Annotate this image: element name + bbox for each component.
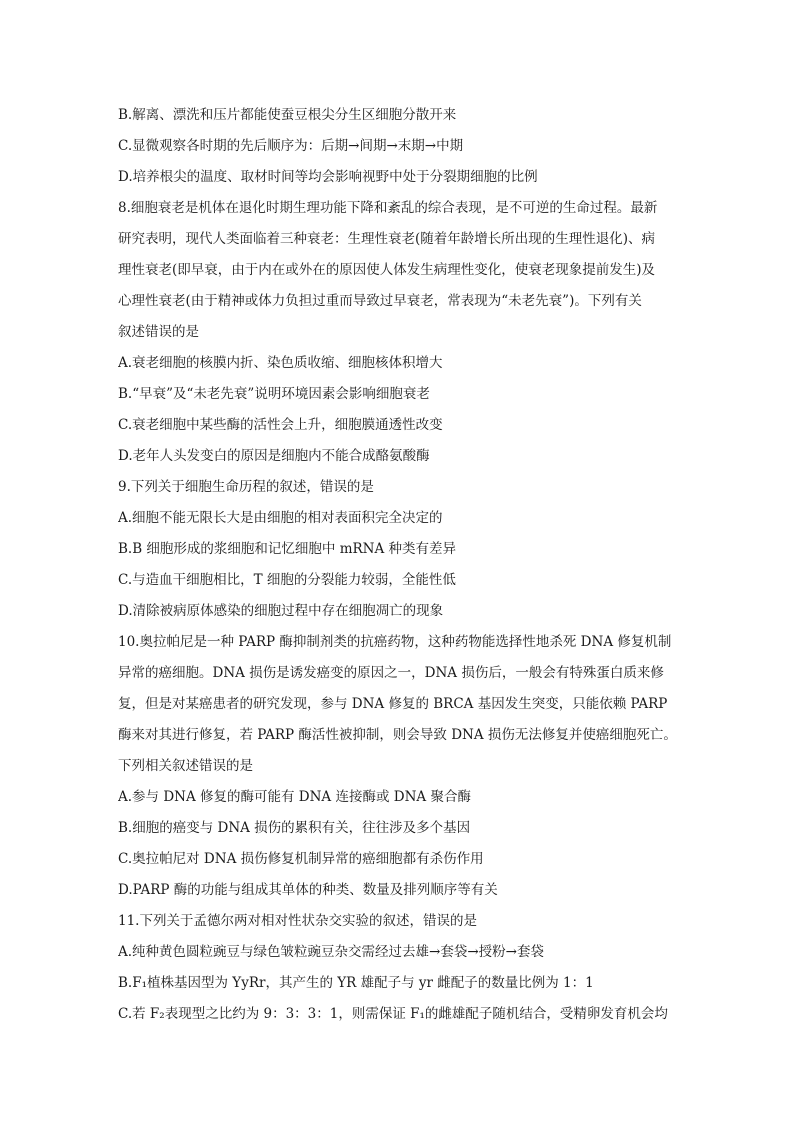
text-line: C.衰老细胞中某些酶的活性会上升，细胞膜通透性改变 bbox=[118, 417, 443, 433]
text-line: 8.细胞衰老是机体在退化时期生理功能下降和紊乱的综合表现，是不可逆的生命过程。最新 bbox=[118, 200, 658, 216]
text-line: B.“早衰”及“未老先衰”说明环境因素会影响细胞衰老 bbox=[118, 386, 430, 402]
text-line: 心理性衰老(由于精神或体力负担过重而导致过早衰老，常表现为“未老先衰”)。下列有关 bbox=[118, 293, 642, 309]
text-line: A.衰老细胞的核膜内折、染色质收缩、细胞核体积增大 bbox=[118, 355, 443, 371]
text-line: A.细胞不能无限长大是由细胞的相对表面积完全决定的 bbox=[118, 510, 443, 526]
text-line: 研究表明，现代人类面临着三种衰老：生理性衰老(随着年龄增长所出现的生理性退化)、病 bbox=[118, 231, 656, 247]
text-line: C.显微观察各时期的先后顺序为：后期→间期→末期→中期 bbox=[118, 138, 464, 154]
text-line: 叙述错误的是 bbox=[118, 324, 199, 340]
text-line: A.参与 DNA 修复的酶可能有 DNA 连接酶或 DNA 聚合酶 bbox=[118, 789, 471, 805]
text-line: B.细胞的癌变与 DNA 损伤的累积有关，往往涉及多个基因 bbox=[118, 820, 471, 836]
text-line: D.清除被病原体感染的细胞过程中存在细胞凋亡的现象 bbox=[118, 603, 444, 619]
text-line: 理性衰老(即早衰，由于内在或外在的原因使人体发生病理性变化，使衰老现象提前发生)及 bbox=[118, 262, 656, 278]
question-text bbox=[118, 100, 678, 1030]
text-line: B.B 细胞形成的浆细胞和记忆细胞中 mRNA 种类有差异 bbox=[118, 541, 457, 557]
text-line: C.若 F₂表现型之比约为 9：3：3：1，则需保证 F₁的雌雄配子随机结合，受精卵发育机会均 bbox=[118, 1006, 668, 1022]
text-line: 11.下列关于孟德尔两对相对性状杂交实验的叙述，错误的是 bbox=[118, 913, 477, 929]
text-line: 酶来对其进行修复，若 PARP 酶活性被抑制，则会导致 DNA 损伤无法修复并使癌细胞死亡。 bbox=[118, 727, 677, 743]
text-line: C.奥拉帕尼对 DNA 损伤修复机制异常的癌细胞都有杀伤作用 bbox=[118, 851, 484, 867]
text-line: A.纯种黄色圆粒豌豆与绿色皱粒豌豆杂交需经过去雄→套袋→授粉→套袋 bbox=[118, 944, 544, 960]
text-line: 9.下列关于细胞生命历程的叙述，错误的是 bbox=[118, 479, 374, 495]
text-line: 10.奥拉帕尼是一种 PARP 酶抑制剂类的抗癌药物，这种药物能选择性地杀死 DNA 修复机制 bbox=[118, 634, 672, 650]
text-line: D.PARP 酶的功能与组成其单体的种类、数量及排列顺序等有关 bbox=[118, 882, 498, 898]
text-line: 下列相关叙述错误的是 bbox=[118, 758, 253, 774]
text-line: B.F₁植株基因型为 YyRr，其产生的 YR 雄配子与 yr 雌配子的数量比例为 1：1 bbox=[118, 975, 594, 991]
text-line: D.培养根尖的温度、取材时间等均会影响视野中处于分裂期细胞的比例 bbox=[118, 169, 538, 185]
text-line: C.与造血干细胞相比，T 细胞的分裂能力较弱，全能性低 bbox=[118, 572, 456, 588]
text-line: D.老年人头发变白的原因是细胞内不能合成酪氨酸酶 bbox=[118, 448, 430, 464]
text-line: 异常的癌细胞。DNA 损伤是诱发癌变的原因之一，DNA 损伤后，一般会有特殊蛋白质来修 bbox=[118, 665, 664, 681]
text-line: B.解离、漂洗和压片都能使蚕豆根尖分生区细胞分散开来 bbox=[118, 107, 457, 123]
text-line: 复，但是对某癌患者的研究发现，参与 DNA 修复的 BRCA 基因发生突变，只能依赖 PARP bbox=[118, 696, 668, 712]
